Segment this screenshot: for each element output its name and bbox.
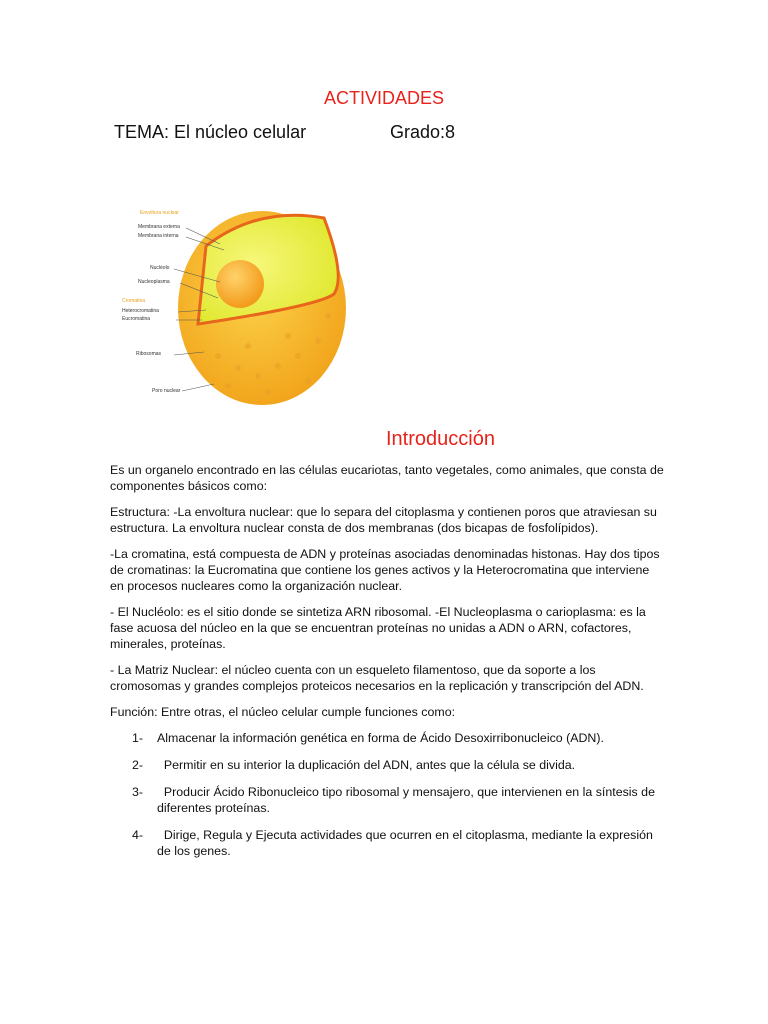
- function-paragraph: Función: Entre otras, el núcleo celular cumple funciones como:: [110, 705, 456, 719]
- list-item: [110, 784, 666, 816]
- intro-heading: Introducción: [386, 428, 495, 450]
- list-text: Producir Ácido Ribonucleico tipo ribosomal y mensajero, que intervienen en la síntesis de diferentes proteínas.: [157, 785, 659, 815]
- grade-label: Grado:8: [390, 122, 456, 142]
- topic-label: TEMA: El núcleo celular: [114, 122, 307, 142]
- inner-membrane-label: Membrana interna: [138, 233, 179, 239]
- page-title: ACTIVIDADES: [323, 88, 445, 108]
- list-number: 4-: [132, 828, 144, 842]
- list-text: Permitir en su interior la duplicación del ADN, antes que la célula se divida.: [157, 758, 576, 772]
- matrix-paragraph: - La Matriz Nuclear: el núcleo cuenta con un esqueleto filamentoso, que da soporte a los cromosomas y grandes complejos proteicos necesarios en la replicación y transcripción del ADN.: [110, 663, 644, 693]
- intro-body: [110, 462, 666, 870]
- nuclear-pore-label: Poro nuclear: [152, 388, 181, 394]
- nucleoplasm-label: Nucleoplasma: [138, 279, 170, 285]
- outer-membrane-label: Membrana externa: [138, 224, 180, 230]
- list-text: Almacenar la información genética en forma de Ácido Desoxirribonucleico (ADN).: [157, 731, 604, 745]
- list-number: 2-: [132, 758, 144, 772]
- list-item: [110, 730, 666, 746]
- ribosomes-label: Ribosomas: [136, 351, 162, 357]
- nucleolus-shape: [216, 260, 264, 308]
- nucleolus-label: Nucléolo: [150, 265, 170, 271]
- structure-paragraph: Estructura: -La envoltura nuclear: que lo separa del citoplasma y contienen poros que atraviesan su estructura. La envoltura nuclear consta de dos membranas (dos bicapas de fosfolípidos).: [110, 505, 657, 535]
- nucleolus-paragraph: - El Nucléolo: es el sitio donde se sintetiza ARN ribosomal. -El Nucleoplasma o carioplasma: es la fase acuosa del núcleo en la que se encuentran proteínas no unidas a ADN o ARN, cofactores, minerales, proteínas.: [110, 605, 646, 651]
- function-list: [110, 730, 666, 859]
- envelope-label: Envoltura nuclear: [140, 210, 179, 216]
- list-item: [110, 757, 666, 773]
- list-item: [110, 827, 666, 859]
- list-number: 1-: [132, 731, 144, 745]
- intro-paragraph: Es un organelo encontrado en las células eucariotas, tanto vegetales, como animales, que consta de componentes básicos como:: [110, 463, 664, 493]
- chromatin-label: Cromatina: [122, 298, 146, 304]
- list-number: 3-: [132, 785, 144, 799]
- chromatin-paragraph: -La cromatina, está compuesta de ADN y proteínas asociadas denominadas histonas. Hay dos tipos de cromatinas: la Eucromatina que contiene los genes activos y la Heterocromatina que interviene en procesos nucleares como la organización nuclear.: [110, 547, 660, 593]
- nucleus-diagram: [122, 196, 358, 412]
- list-text: Dirige, Regula y Ejecuta actividades que ocurren en el citoplasma, mediante la expresión de los genes.: [157, 828, 657, 858]
- heterochromatin-label: Heterocromatina: [122, 308, 159, 314]
- euchromatin-label: Eucromatina: [122, 316, 151, 322]
